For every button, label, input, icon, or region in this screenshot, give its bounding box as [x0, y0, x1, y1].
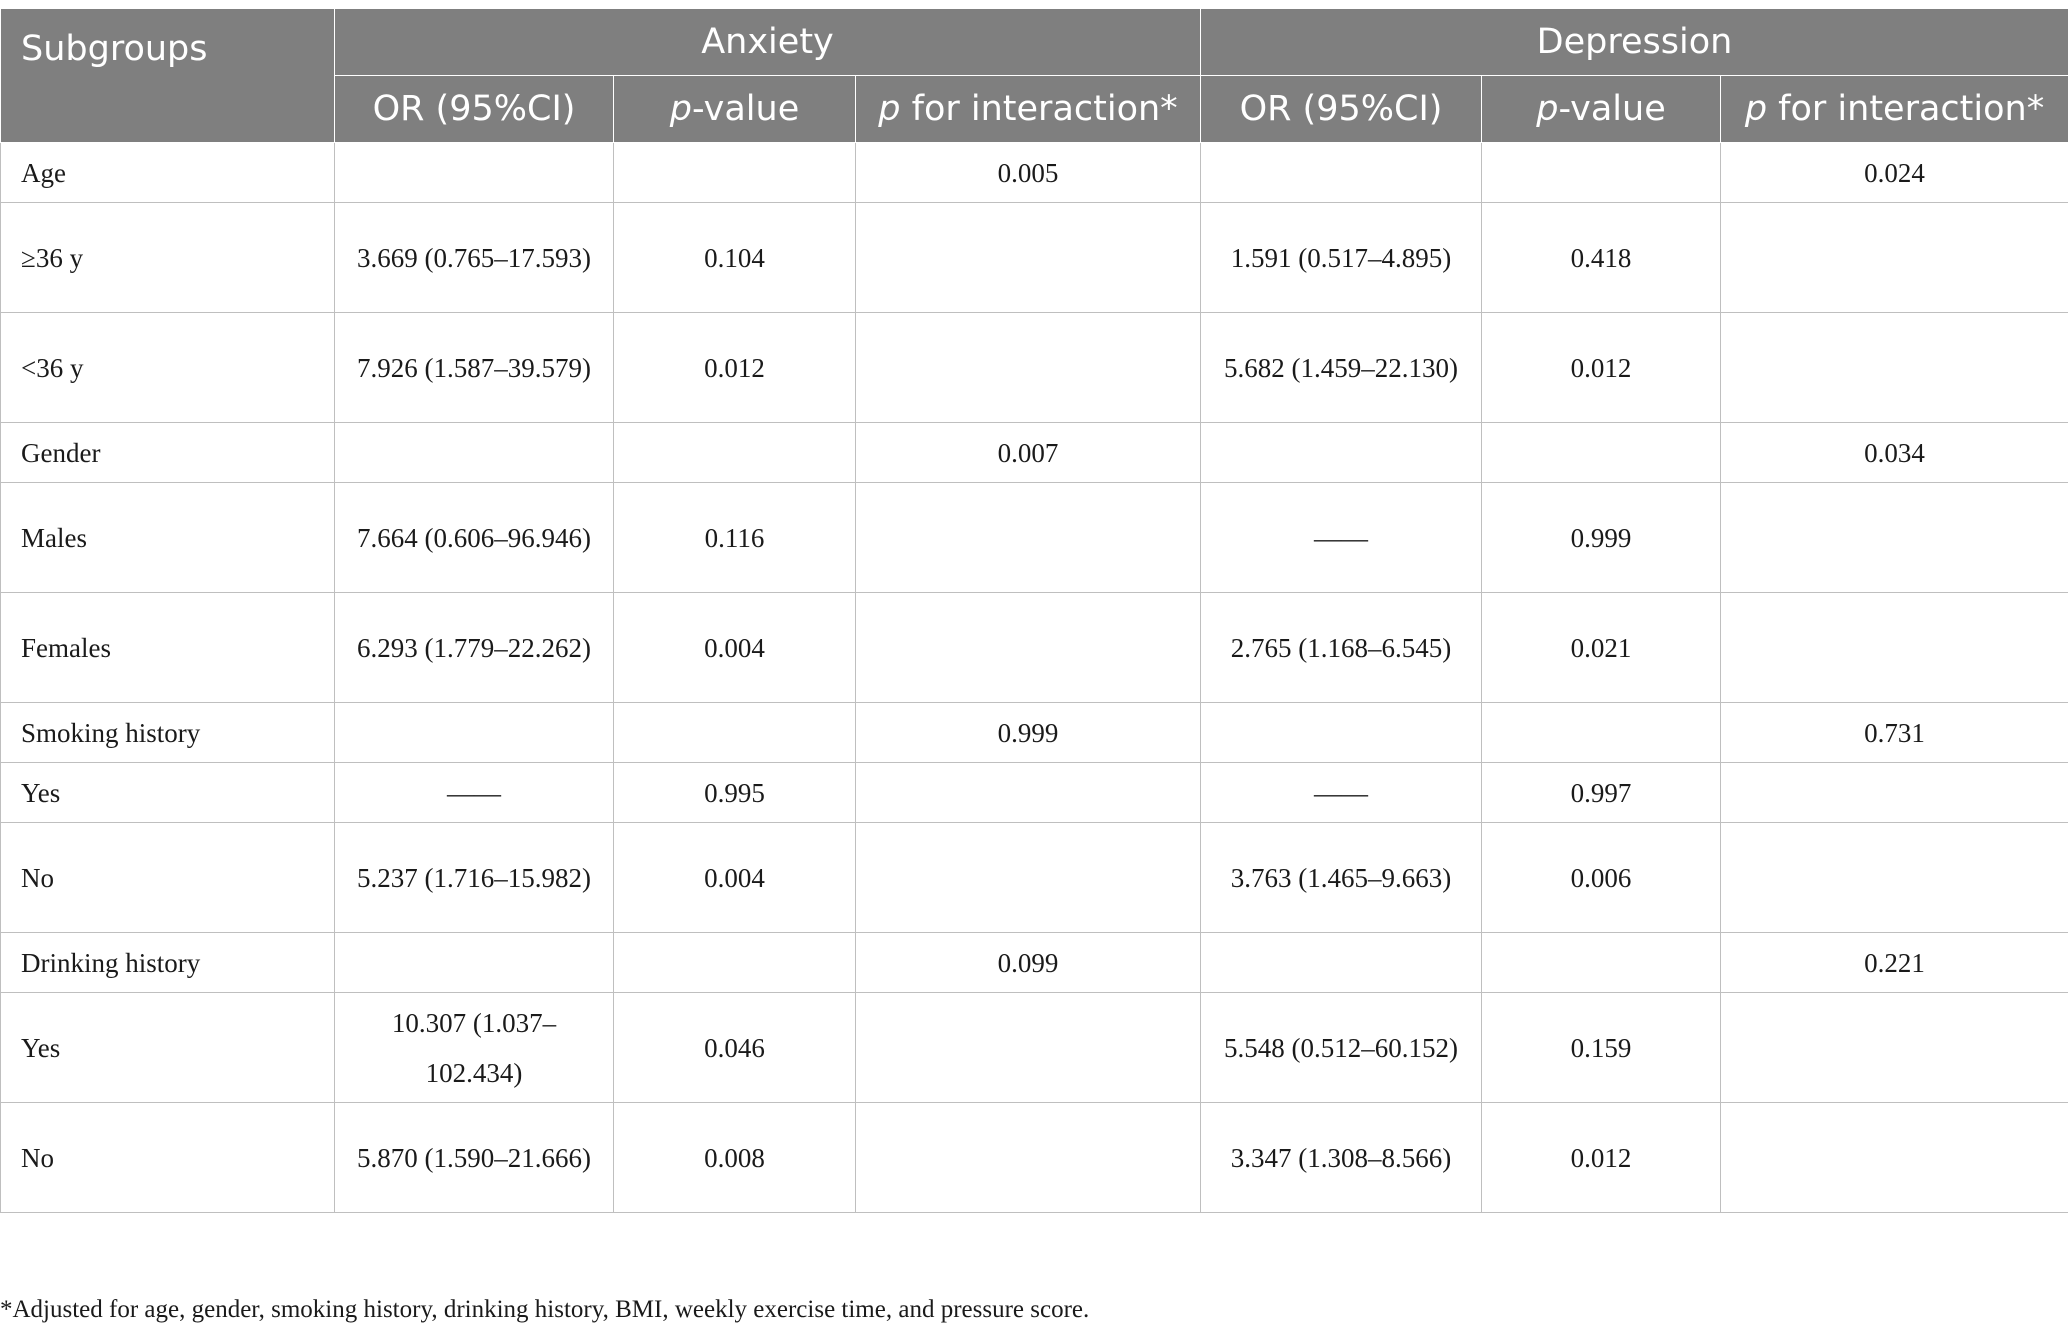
depression-interaction-cell [1721, 203, 2068, 313]
depression-interaction-cell: 0.034 [1721, 423, 2068, 483]
anxiety-interaction-cell [856, 763, 1201, 823]
header-anxiety-p-value [614, 76, 856, 143]
depression-p-cell: 0.997 [1482, 763, 1721, 823]
header-anxiety: Anxiety [335, 9, 1201, 76]
anxiety-or-cell: 5.237 (1.716–15.982) [335, 823, 614, 933]
anxiety-interaction-cell [856, 993, 1201, 1103]
anxiety-or-cell [335, 143, 614, 203]
depression-p-cell: 0.021 [1482, 593, 1721, 703]
p-symbol: p [669, 89, 692, 129]
table-row [1, 593, 2068, 703]
depression-interaction-cell [1721, 1103, 2068, 1213]
header-subgroups: Subgroups [1, 9, 335, 143]
p-interaction-suffix: for interaction* [900, 89, 1178, 129]
depression-interaction-cell [1721, 483, 2068, 593]
header-anxiety-p-interaction [856, 76, 1201, 143]
anxiety-or-cell: 10.307 (1.037–102.434) [335, 993, 614, 1103]
header-depression: Depression [1201, 9, 2068, 76]
depression-p-cell: 0.999 [1482, 483, 1721, 593]
table-row [1, 483, 2068, 593]
depression-or-cell [1201, 933, 1482, 993]
anxiety-p-cell: 0.004 [614, 823, 856, 933]
anxiety-interaction-cell: 0.099 [856, 933, 1201, 993]
p-value-suffix: -value [691, 89, 800, 129]
depression-interaction-cell: 0.221 [1721, 933, 2068, 993]
depression-p-cell: 0.159 [1482, 993, 1721, 1103]
depression-interaction-cell: 0.024 [1721, 143, 2068, 203]
anxiety-or-cell: 7.926 (1.587–39.579) [335, 313, 614, 423]
depression-or-cell: 3.763 (1.465–9.663) [1201, 823, 1482, 933]
depression-or-cell: —— [1201, 483, 1482, 593]
anxiety-p-cell: 0.104 [614, 203, 856, 313]
header-depression-p-value [1482, 76, 1721, 143]
anxiety-p-cell: 0.116 [614, 483, 856, 593]
p-symbol: p [1744, 89, 1768, 129]
anxiety-interaction-cell [856, 313, 1201, 423]
subgroup-label: Drinking history [1, 933, 335, 993]
depression-p-cell: 0.012 [1482, 1103, 1721, 1213]
anxiety-or-cell [335, 703, 614, 763]
subgroup-label: Smoking history [1, 703, 335, 763]
depression-interaction-cell [1721, 313, 2068, 423]
anxiety-p-cell: 0.008 [614, 1103, 856, 1213]
subgroup-analysis-table [0, 8, 2068, 1213]
subgroup-label: Yes [1, 993, 335, 1103]
subgroup-label: Males [1, 483, 335, 593]
anxiety-p-cell: 0.012 [614, 313, 856, 423]
table-row [1, 993, 2068, 1103]
anxiety-or-cell: —— [335, 763, 614, 823]
anxiety-or-cell: 7.664 (0.606–96.946) [335, 483, 614, 593]
anxiety-interaction-cell: 0.007 [856, 423, 1201, 483]
anxiety-p-cell: 0.004 [614, 593, 856, 703]
depression-p-cell: 0.418 [1482, 203, 1721, 313]
p-symbol: p [1536, 89, 1559, 129]
depression-p-cell: 0.006 [1482, 823, 1721, 933]
subgroup-label: ≥36 y [1, 203, 335, 313]
depression-or-cell: 2.765 (1.168–6.545) [1201, 593, 1482, 703]
depression-interaction-cell: 0.731 [1721, 703, 2068, 763]
subgroup-label: No [1, 823, 335, 933]
subgroup-label: Gender [1, 423, 335, 483]
anxiety-interaction-cell [856, 1103, 1201, 1213]
depression-or-cell: 5.548 (0.512–60.152) [1201, 993, 1482, 1103]
subgroup-label: Age [1, 143, 335, 203]
anxiety-p-cell [614, 143, 856, 203]
anxiety-interaction-cell [856, 483, 1201, 593]
depression-or-cell [1201, 423, 1482, 483]
p-value-suffix: -value [1558, 89, 1666, 129]
table-footnote: *Adjusted for age, gender, smoking history, drinking history, BMI, weekly exercise time, and pressure score. [0, 1296, 1090, 1323]
table-row [1, 703, 2068, 763]
table-row [1, 823, 2068, 933]
depression-interaction-cell [1721, 823, 2068, 933]
header-depression-p-interaction [1721, 76, 2068, 143]
depression-or-cell [1201, 143, 1482, 203]
depression-or-cell: 1.591 (0.517–4.895) [1201, 203, 1482, 313]
depression-interaction-cell [1721, 763, 2068, 823]
p-interaction-suffix: for interaction* [1767, 89, 2045, 129]
table-row [1, 933, 2068, 993]
depression-p-cell [1482, 703, 1721, 763]
header-row-groups [1, 9, 2068, 76]
table-header [1, 9, 2068, 143]
subgroup-label: No [1, 1103, 335, 1213]
table-row [1, 763, 2068, 823]
depression-interaction-cell [1721, 993, 2068, 1103]
depression-p-cell: 0.012 [1482, 313, 1721, 423]
header-anxiety-or: OR (95%CI) [335, 76, 614, 143]
depression-or-cell: —— [1201, 763, 1482, 823]
table-row [1, 1103, 2068, 1213]
anxiety-interaction-cell [856, 203, 1201, 313]
depression-or-cell: 3.347 (1.308–8.566) [1201, 1103, 1482, 1213]
header-depression-or: OR (95%CI) [1201, 76, 1482, 143]
table-row [1, 313, 2068, 423]
anxiety-p-cell [614, 933, 856, 993]
subgroup-label: Yes [1, 763, 335, 823]
anxiety-p-cell [614, 703, 856, 763]
anxiety-interaction-cell: 0.999 [856, 703, 1201, 763]
table-body [1, 143, 2068, 1213]
table-row [1, 423, 2068, 483]
table-row [1, 203, 2068, 313]
table-row [1, 143, 2068, 203]
anxiety-p-cell: 0.995 [614, 763, 856, 823]
results-table-container [0, 8, 2068, 1213]
anxiety-or-cell: 5.870 (1.590–21.666) [335, 1103, 614, 1213]
anxiety-or-cell: 6.293 (1.779–22.262) [335, 593, 614, 703]
anxiety-or-cell [335, 933, 614, 993]
depression-interaction-cell [1721, 593, 2068, 703]
subgroup-label: Females [1, 593, 335, 703]
depression-p-cell [1482, 423, 1721, 483]
anxiety-or-cell [335, 423, 614, 483]
anxiety-interaction-cell: 0.005 [856, 143, 1201, 203]
anxiety-p-cell: 0.046 [614, 993, 856, 1103]
anxiety-interaction-cell [856, 823, 1201, 933]
depression-p-cell [1482, 933, 1721, 993]
anxiety-or-cell: 3.669 (0.765–17.593) [335, 203, 614, 313]
subgroup-label: <36 y [1, 313, 335, 423]
anxiety-p-cell [614, 423, 856, 483]
depression-or-cell [1201, 703, 1482, 763]
anxiety-interaction-cell [856, 593, 1201, 703]
depression-p-cell [1482, 143, 1721, 203]
depression-or-cell: 5.682 (1.459–22.130) [1201, 313, 1482, 423]
p-symbol: p [878, 89, 901, 129]
